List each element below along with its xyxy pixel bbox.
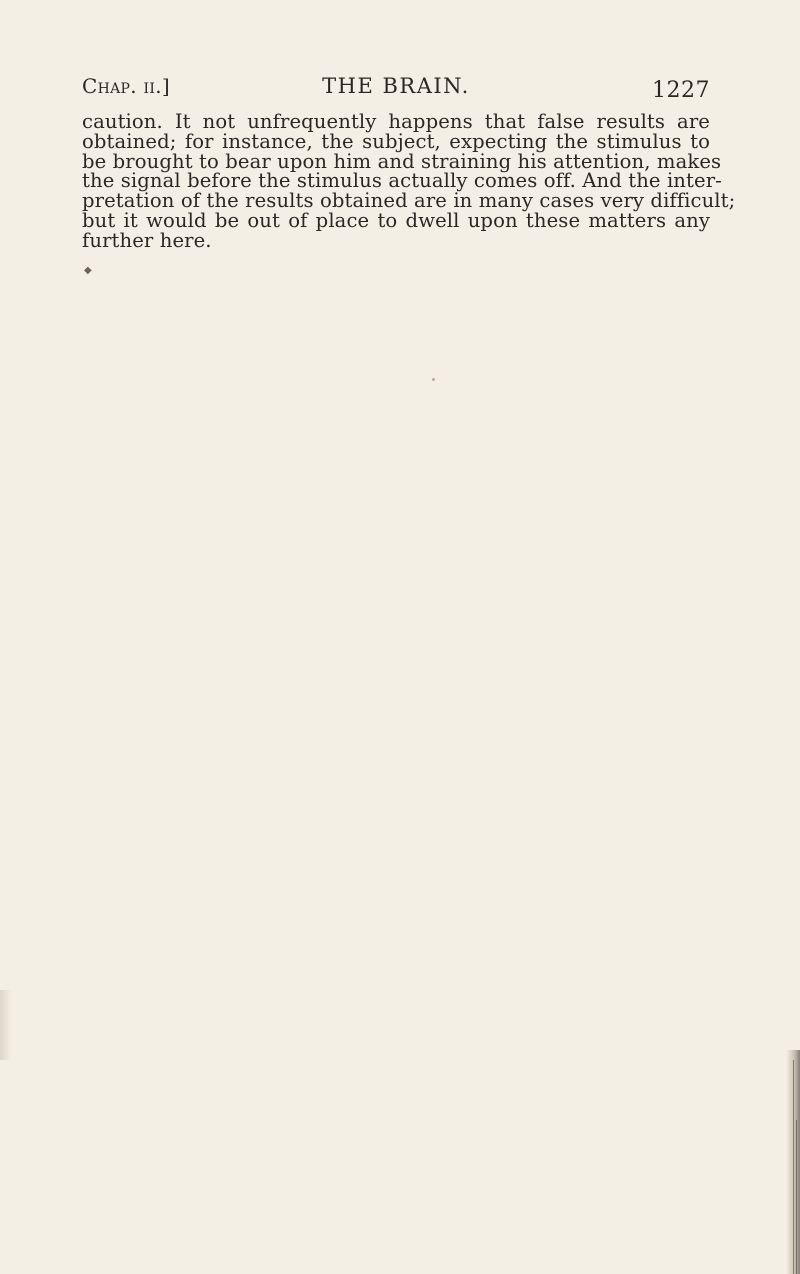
text-line: but it would be out of place to dwell upon these matters any (82, 208, 710, 232)
chapter-label: Chap. ii.] (82, 74, 170, 98)
binding-edge-line (793, 1060, 794, 1274)
page-smudge (0, 990, 12, 1060)
binding-edge-line (796, 1120, 797, 1274)
text-line: obtained; for instance, the subject, expecting the stimulus to (82, 129, 710, 153)
text-line: further here. (82, 228, 212, 252)
page-number: 1227 (652, 78, 710, 103)
running-header (82, 74, 710, 104)
text-line: the signal before the stimulus actually comes off. And the inter- (82, 169, 722, 193)
body-paragraph (82, 110, 736, 252)
text-line: pretation of the results obtained are in many cases very difficult; (82, 189, 736, 213)
paper-speck (432, 378, 435, 381)
ornament-mark: ◆ (84, 265, 92, 276)
text-line: caution. It not unfrequently happens that false results are (82, 110, 710, 133)
text-line: be brought to bear upon him and straining his attention, makes (82, 149, 722, 173)
running-title: THE BRAIN. (322, 74, 470, 98)
